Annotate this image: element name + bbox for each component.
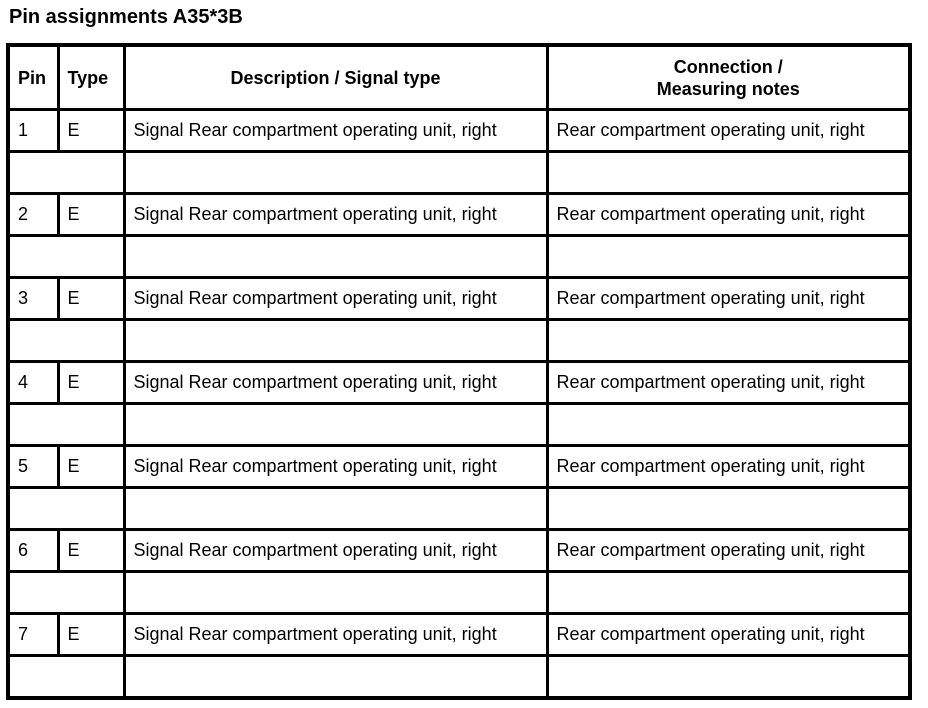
header-type: Type xyxy=(58,45,124,110)
spacer-cell xyxy=(547,320,910,362)
spacer-cell xyxy=(124,404,547,446)
pin-cell: 2 xyxy=(8,194,58,236)
connection-cell: Rear compartment operating unit, right xyxy=(547,446,910,488)
pin-cell: 5 xyxy=(8,446,58,488)
type-cell: E xyxy=(58,110,124,152)
spacer-cell xyxy=(124,656,547,699)
spacer-cell xyxy=(8,152,124,194)
spacer-cell xyxy=(124,236,547,278)
type-cell: E xyxy=(58,362,124,404)
pin-cell: 7 xyxy=(8,614,58,656)
type-cell: E xyxy=(58,530,124,572)
spacer-cell xyxy=(8,488,124,530)
pin-cell: 1 xyxy=(8,110,58,152)
table-spacer-row xyxy=(8,488,910,530)
spacer-cell xyxy=(547,572,910,614)
description-cell: Signal Rear compartment operating unit, right xyxy=(124,194,547,236)
type-cell: E xyxy=(58,278,124,320)
table-spacer-row xyxy=(8,404,910,446)
description-cell: Signal Rear compartment operating unit, right xyxy=(124,530,547,572)
description-cell: Signal Rear compartment operating unit, right xyxy=(124,446,547,488)
header-connection-line1: Connection / xyxy=(673,56,783,77)
table-spacer-row xyxy=(8,572,910,614)
pin-assignment-table xyxy=(6,43,912,700)
table-row xyxy=(8,362,910,404)
connection-cell: Rear compartment operating unit, right xyxy=(547,194,910,236)
spacer-cell xyxy=(547,656,910,699)
pin-cell: 4 xyxy=(8,362,58,404)
description-cell: Signal Rear compartment operating unit, right xyxy=(124,362,547,404)
header-connection-line2: Measuring notes xyxy=(656,78,800,99)
header-pin: Pin xyxy=(8,45,58,110)
spacer-cell xyxy=(547,404,910,446)
type-cell: E xyxy=(58,614,124,656)
spacer-cell xyxy=(547,152,910,194)
table-row xyxy=(8,194,910,236)
spacer-cell xyxy=(8,572,124,614)
table-row xyxy=(8,446,910,488)
description-cell: Signal Rear compartment operating unit, right xyxy=(124,278,547,320)
connection-cell: Rear compartment operating unit, right xyxy=(547,110,910,152)
table-spacer-row xyxy=(8,152,910,194)
table-spacer-row xyxy=(8,320,910,362)
spacer-cell xyxy=(8,404,124,446)
table-spacer-row xyxy=(8,656,910,699)
table-row xyxy=(8,278,910,320)
table-row xyxy=(8,614,910,656)
table-spacer-row xyxy=(8,236,910,278)
page-title: Pin assignments A35*3B xyxy=(9,6,243,28)
pin-cell: 6 xyxy=(8,530,58,572)
type-cell: E xyxy=(58,446,124,488)
table-row xyxy=(8,110,910,152)
header-description: Description / Signal type xyxy=(124,45,547,110)
spacer-cell xyxy=(124,320,547,362)
spacer-cell xyxy=(547,236,910,278)
type-cell: E xyxy=(58,194,124,236)
spacer-cell xyxy=(124,572,547,614)
pin-cell: 3 xyxy=(8,278,58,320)
connection-cell: Rear compartment operating unit, right xyxy=(547,278,910,320)
connection-cell: Rear compartment operating unit, right xyxy=(547,362,910,404)
spacer-cell xyxy=(124,488,547,530)
header-connection xyxy=(547,45,910,110)
connection-cell: Rear compartment operating unit, right xyxy=(547,530,910,572)
spacer-cell xyxy=(8,236,124,278)
table-header-row xyxy=(8,45,910,110)
spacer-cell xyxy=(8,320,124,362)
table-row xyxy=(8,530,910,572)
spacer-cell xyxy=(124,152,547,194)
description-cell: Signal Rear compartment operating unit, right xyxy=(124,110,547,152)
connection-cell: Rear compartment operating unit, right xyxy=(547,614,910,656)
spacer-cell xyxy=(8,656,124,699)
spacer-cell xyxy=(547,488,910,530)
description-cell: Signal Rear compartment operating unit, right xyxy=(124,614,547,656)
